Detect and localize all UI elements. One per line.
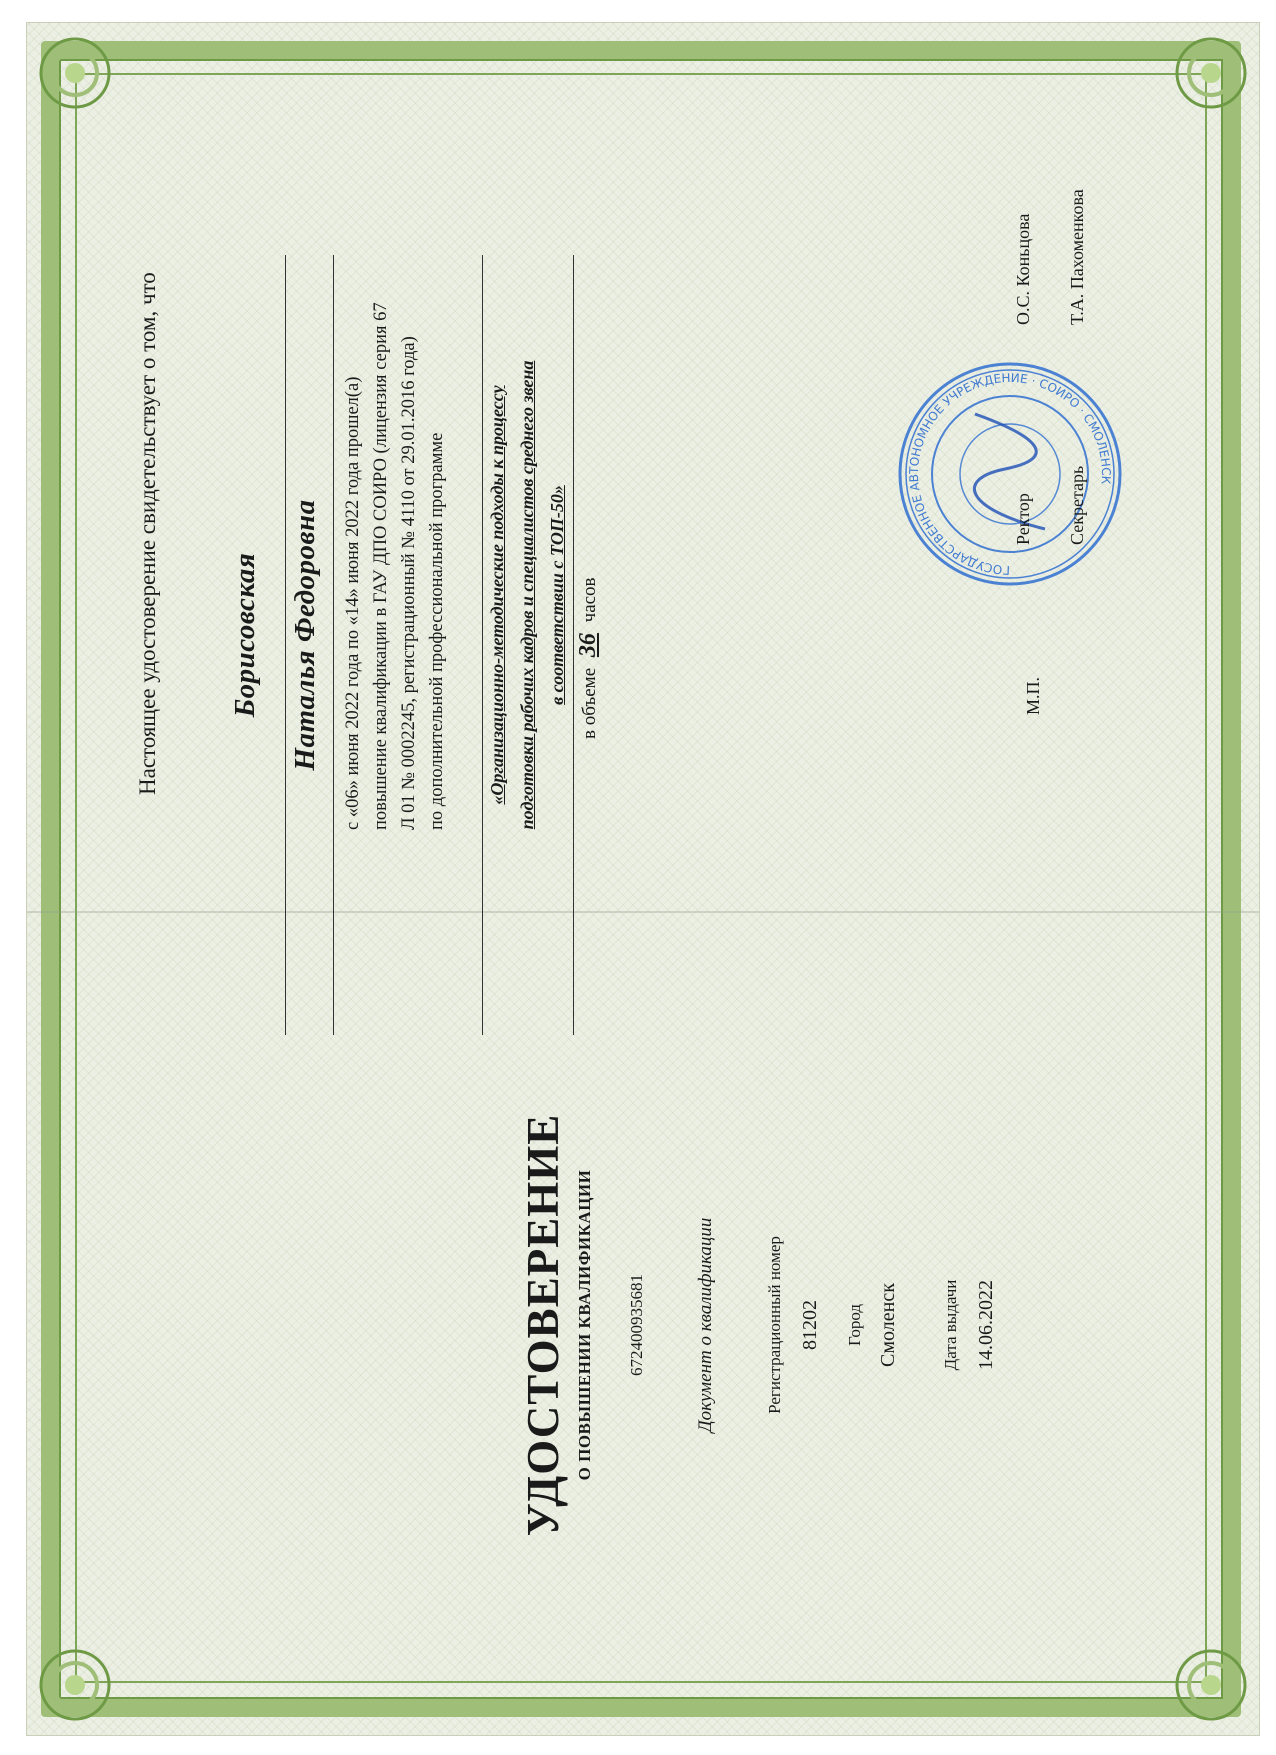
stamp-label: М.П. <box>1023 676 1043 715</box>
stamp-text: ГОСУДАРСТВЕННОЕ АВТОНОМНОЕ УЧРЕЖДЕНИЕ · СОИРО · СМОЛЕНСК <box>906 370 1114 578</box>
underline <box>573 255 574 1035</box>
program-line-3: в соответствии с ТОП-50» <box>547 485 567 705</box>
reg-number-label: Регистрационный номер <box>765 1236 784 1414</box>
certificate-title: УДОСТОВЕРЕНИЕ <box>518 1113 568 1537</box>
underline <box>333 255 334 1035</box>
program-line-2: подготовки рабочих кадров и специалистов среднего звена <box>517 360 537 830</box>
certificate-number: 672400935681 <box>627 1274 646 1376</box>
underline <box>285 255 286 1035</box>
issue-date-value: 14.06.2022 <box>975 1280 997 1370</box>
rector-name: О.С. Коньцова <box>1013 213 1033 325</box>
city-label: Город <box>845 1304 864 1346</box>
volume-suffix: часов <box>579 577 600 623</box>
course-line-2: повышение квалификации в ГАУ ДПО СОИРО (лицензия серия 67 <box>371 302 391 830</box>
issue-date-label: Дата выдачи <box>941 1279 960 1371</box>
rector-role: Ректор <box>1013 493 1033 545</box>
document-type: Документ о квалификации <box>695 1217 716 1433</box>
reg-number-value: 81202 <box>799 1300 821 1350</box>
course-line-1: с «06» июня 2022 года по «14» июня 2022 года прошел(а) <box>343 376 363 830</box>
city-value: Смоленск <box>877 1283 899 1367</box>
secretary-name: Т.А. Пахоменкова <box>1067 189 1087 325</box>
person-given-names: Наталья Федоровна <box>289 499 321 771</box>
course-line-4: по дополнительной профессиональной программе <box>427 432 447 830</box>
volume-hours <box>575 577 602 739</box>
person-surname: Борисовская <box>229 552 261 718</box>
intro-text: Настоящее удостоверение свидетельствует о том, что <box>135 272 160 795</box>
volume-prefix: в объеме <box>579 667 600 739</box>
secretary-role: Секретарь <box>1067 465 1087 545</box>
volume-value: 36 <box>575 633 601 658</box>
course-line-3: Л 01 № 0002245, регистрационный № 4110 от 29.01.2016 года) <box>399 336 419 830</box>
course-paragraph <box>339 240 451 830</box>
certificate-sheet <box>26 22 1260 1736</box>
underline <box>482 255 483 1035</box>
rotated-content <box>27 23 1259 1735</box>
program-line-1: «Организационно-методические подходы к процессу <box>487 385 507 805</box>
certificate-subtitle: О ПОВЫШЕНИИ КВАЛИФИКАЦИИ <box>575 1169 594 1481</box>
official-stamp-icon <box>895 359 1125 589</box>
